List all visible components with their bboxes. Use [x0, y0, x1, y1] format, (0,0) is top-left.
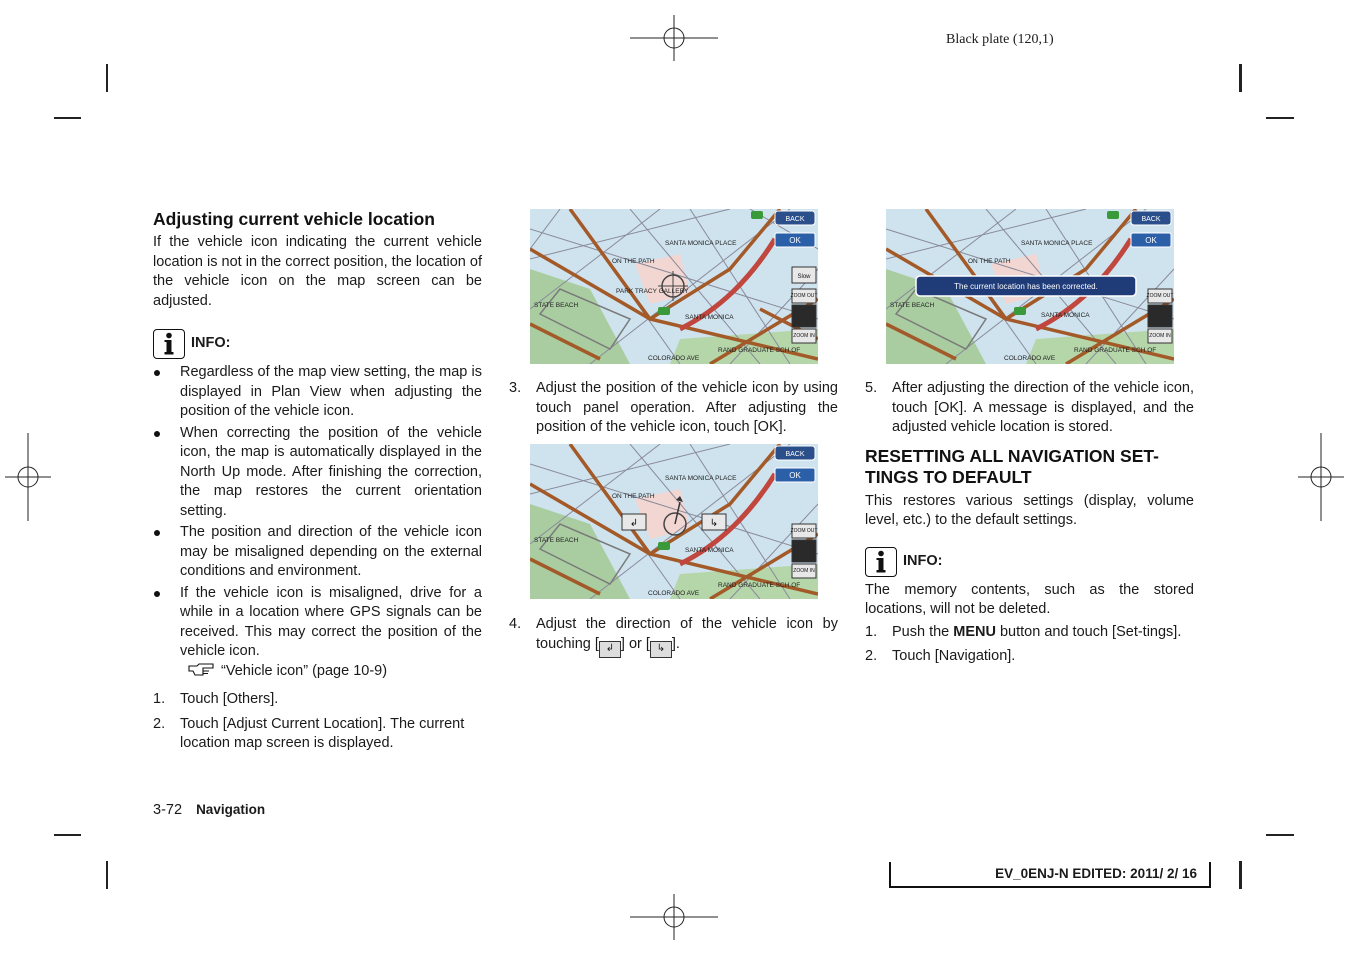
svg-text:SANTA MONICA: SANTA MONICA	[685, 547, 734, 554]
crop-mark	[106, 64, 108, 92]
svg-text:RAND GRADUATE SCH OF: RAND GRADUATE SCH OF	[718, 582, 801, 589]
page-reference: “Vehicle icon” (page 10-9)	[153, 662, 482, 682]
registration-mark-bottom	[630, 894, 718, 940]
rotate-left-icon[interactable]: ↲	[629, 518, 639, 529]
step-5: 5. After adjusting the direction of the vehicle icon, touch [OK]. A message is displayed, and the adjusted vehicle location is stored.	[865, 380, 1194, 435]
list-item: Regardless of the map view setting, the map is displayed in Plan View when adjusting the position of the vehicle icon.	[153, 363, 482, 422]
list-item: The position and direction of the vehicle icon may be misaligned depending on the external conditions and environment.	[153, 523, 482, 582]
svg-text:Slow: Slow	[797, 274, 811, 280]
info-bullets	[153, 363, 482, 662]
svg-text:STATE BEACH: STATE BEACH	[890, 302, 935, 309]
rotate-left-key-icon: ↲	[599, 641, 621, 658]
section-name: Navigation	[196, 802, 266, 817]
page-footer	[153, 802, 265, 818]
map-screenshot-1	[530, 209, 818, 364]
back-button[interactable]: BACK	[785, 216, 805, 223]
svg-text:RAND GRADUATE SCH OF: RAND GRADUATE SCH OF	[1074, 347, 1157, 354]
back-button[interactable]: BACK	[1141, 216, 1161, 223]
list-item: 1. Touch [Others].	[153, 691, 279, 707]
info-icon	[865, 547, 897, 577]
ok-button[interactable]: OK	[789, 471, 801, 480]
info-label: INFO:	[903, 552, 943, 569]
svg-text:SANTA MONICA PLACE: SANTA MONICA PLACE	[665, 240, 737, 247]
list-item: If the vehicle icon is misaligned, drive for a while in a location where GPS signals can be received. This may correct the position of the vehicle icon.	[153, 584, 482, 662]
zoom-in-button[interactable]: ZOOM IN	[793, 333, 815, 339]
intro-paragraph: If the vehicle icon indicating the current vehicle location is not in the correct position, the location of the vehicle icon on the map screen can be adjusted.	[153, 234, 482, 309]
rotate-right-icon[interactable]: ↳	[709, 518, 719, 529]
info-text: The memory contents, such as the stored locations, will not be deleted.	[865, 581, 1194, 617]
svg-text:COLORADO AVE: COLORADO AVE	[648, 355, 700, 362]
steps-list	[153, 690, 482, 754]
edition-stamp: EV_0ENJ-N EDITED: 2011/ 2/ 16	[889, 862, 1211, 888]
crop-mark	[106, 861, 108, 889]
ok-button[interactable]: OK	[1145, 236, 1157, 245]
map-screenshot-2	[530, 444, 818, 599]
svg-text:PARK TRACY GALLERY: PARK TRACY GALLERY	[616, 288, 689, 295]
section-heading: Adjusting current vehicle location	[153, 209, 435, 229]
svg-text:COLORADO AVE: COLORADO AVE	[648, 590, 700, 597]
steps-list	[865, 623, 1194, 667]
zoom-in-button[interactable]: ZOOM IN	[793, 568, 815, 574]
registration-mark-left	[5, 433, 51, 521]
rotate-right-key-icon: ↳	[650, 641, 672, 658]
crop-mark	[1266, 117, 1294, 119]
svg-text:STATE BEACH: STATE BEACH	[534, 537, 579, 544]
crop-mark	[1266, 834, 1294, 836]
registration-mark-top	[630, 15, 718, 61]
info-icon	[153, 329, 185, 359]
ok-button[interactable]: OK	[789, 236, 801, 245]
crop-mark	[1239, 861, 1242, 889]
svg-text:SANTA MONICA: SANTA MONICA	[685, 314, 734, 321]
step-4: 4. Adjust the direction of the vehicle icon by touching [ ↲ ] or [ ↳ ].	[509, 615, 838, 658]
list-item: 2. Touch [Navigation].	[865, 648, 1016, 664]
step-3: 3. Adjust the position of the vehicle icon by using touch panel operation. After adjusting the position of the vehicle icon, touch [OK].	[509, 380, 838, 435]
crop-mark	[54, 117, 81, 119]
crop-mark	[1239, 64, 1242, 92]
list-item: 1. Push the MENU button and touch [Set-tings].	[865, 623, 1182, 640]
info-label: INFO:	[191, 335, 231, 352]
registration-mark-right	[1298, 433, 1344, 521]
svg-text:ON THE PATH: ON THE PATH	[612, 493, 655, 500]
svg-text:The current location has been: The current location has been corrected.	[954, 282, 1098, 291]
zoom-out-button[interactable]: ZOOM OUT	[790, 293, 818, 299]
info-block	[153, 329, 482, 359]
list-item: When correcting the position of the vehicle icon, the map is automatically displayed in the North Up mode. After finishing the correction, the map restores the current orientation setting.	[153, 424, 482, 522]
zoom-in-button[interactable]: ZOOM IN	[1149, 333, 1171, 339]
left-column	[153, 209, 482, 759]
list-item: 2. Touch [Adjust Current Location]. The current location map screen is displayed.	[153, 715, 465, 751]
crop-mark	[54, 834, 81, 836]
page-number: 3-72	[153, 802, 183, 818]
zoom-out-button[interactable]: ZOOM OUT	[790, 528, 818, 534]
info-block	[865, 547, 1194, 577]
right-column	[865, 379, 1194, 672]
intro-paragraph: This restores various settings (display, volume level, etc.) to the default settings.	[865, 492, 1194, 528]
svg-text:RAND GRADUATE SCH OF: RAND GRADUATE SCH OF	[718, 347, 801, 354]
back-button[interactable]: BACK	[785, 451, 805, 458]
svg-text:COLORADO AVE: COLORADO AVE	[1004, 355, 1056, 362]
svg-text:STATE BEACH: STATE BEACH	[534, 302, 579, 309]
svg-text:ON THE PATH: ON THE PATH	[612, 258, 655, 265]
svg-text:SANTA MONICA PLACE: SANTA MONICA PLACE	[1021, 240, 1093, 247]
reference-hand-icon	[187, 662, 217, 677]
map-screenshot-3	[886, 209, 1174, 364]
svg-text:SANTA MONICA: SANTA MONICA	[1041, 312, 1090, 319]
plate-label: Black plate (120,1)	[946, 32, 1054, 47]
svg-text:ON THE PATH: ON THE PATH	[968, 258, 1011, 265]
section-heading: RESETTING ALL NAVIGATION SET-TINGS TO DEFAULT	[865, 445, 1159, 487]
svg-text:SANTA MONICA PLACE: SANTA MONICA PLACE	[665, 475, 737, 482]
zoom-out-button[interactable]: ZOOM OUT	[1146, 293, 1174, 299]
